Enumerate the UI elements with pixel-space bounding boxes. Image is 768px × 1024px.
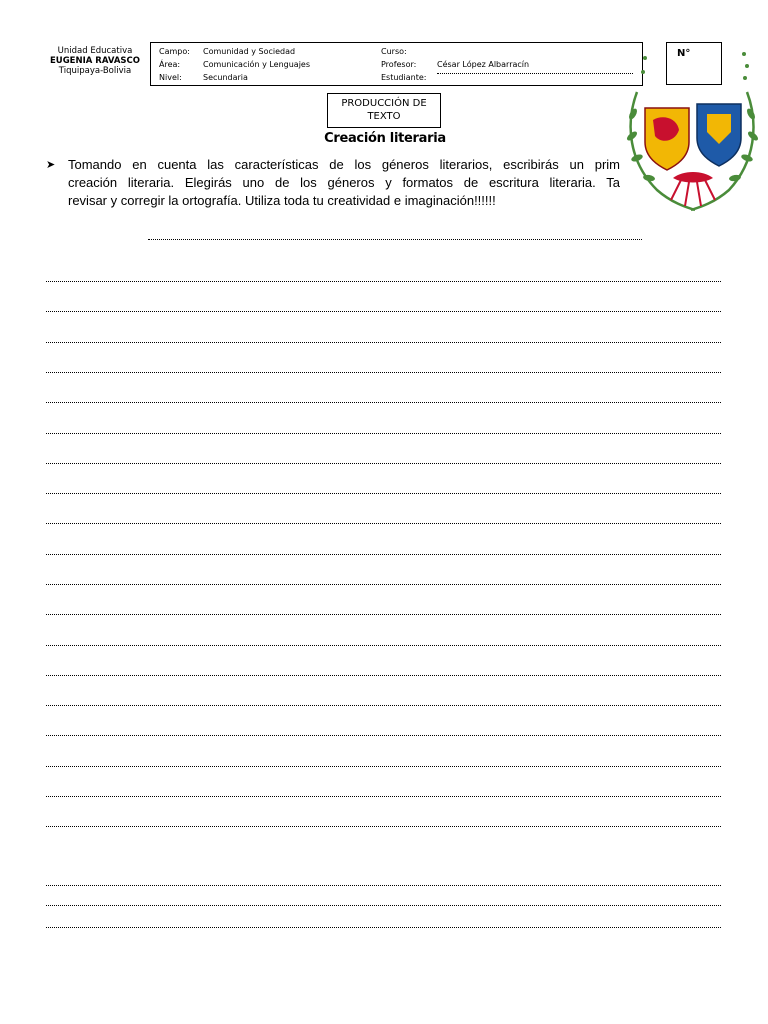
- writing-line[interactable]: [46, 645, 721, 646]
- writing-line[interactable]: [46, 675, 721, 676]
- info-row-area: [151, 60, 642, 72]
- campo-label: Campo:: [159, 47, 190, 56]
- writing-line[interactable]: [46, 885, 721, 886]
- writing-line[interactable]: [46, 554, 721, 555]
- writing-line[interactable]: [46, 463, 721, 464]
- writing-line[interactable]: [46, 523, 721, 524]
- writing-line[interactable]: [46, 614, 721, 615]
- writing-line[interactable]: [46, 705, 721, 706]
- area-label: Área:: [159, 60, 181, 69]
- writing-line[interactable]: [46, 735, 721, 736]
- writing-line[interactable]: [46, 826, 721, 827]
- writing-line[interactable]: [46, 433, 721, 434]
- profesor-value: César López Albarracín: [437, 60, 530, 69]
- info-box: [150, 42, 643, 86]
- nivel-label: Nivel:: [159, 73, 182, 82]
- writing-line[interactable]: [46, 342, 721, 343]
- instruction-paragraph: [46, 156, 620, 210]
- nivel-value: Secundaria: [203, 73, 248, 82]
- writing-line[interactable]: [46, 311, 721, 312]
- area-value: Comunicación y Lenguajes: [203, 60, 311, 69]
- number-label: N°: [677, 48, 691, 59]
- arrowhead-bullet-icon: ➤: [46, 159, 56, 171]
- writing-line[interactable]: [46, 927, 721, 928]
- ribbon-bow: [673, 172, 713, 183]
- title-box: [327, 93, 441, 128]
- profesor-label: Profesor:: [381, 60, 417, 69]
- estudiante-label: Estudiante:: [381, 73, 427, 82]
- instruction-line-3: revisar y corregir la ortografía. Utiliza toda tu creatividad e imaginación!!!!!!: [68, 193, 496, 208]
- title-write-line[interactable]: [148, 239, 642, 240]
- estudiante-field[interactable]: [437, 73, 633, 74]
- coat-of-arms-icon: [623, 44, 763, 219]
- writing-line[interactable]: [46, 281, 721, 282]
- title-line-1: PRODUCCIÓN DE: [341, 98, 427, 109]
- writing-line[interactable]: [46, 372, 721, 373]
- writing-line[interactable]: [46, 493, 721, 494]
- subtitle: Creación literaria: [324, 131, 446, 146]
- instruction-line-1: Tomando en cuenta las características de los géneros literarios, escribirás un prim: [68, 157, 620, 172]
- writing-line[interactable]: [46, 402, 721, 403]
- title-line-2: TEXTO: [367, 111, 401, 122]
- school-name: EUGENIA RAVASCO: [49, 56, 141, 66]
- right-edge-sprigs: [641, 52, 749, 80]
- writing-line[interactable]: [46, 905, 721, 906]
- writing-line[interactable]: [46, 796, 721, 797]
- school-header: [40, 46, 150, 76]
- instruction-line-2: creación literaria. Elegirás uno de los géneros y formatos de escritura literaria. Ta: [68, 175, 620, 190]
- school-location: Tiquipaya-Bolivia: [58, 66, 132, 76]
- school-type: Unidad Educativa: [57, 46, 133, 56]
- campo-value: Comunidad y Sociedad: [203, 47, 296, 56]
- curso-label: Curso:: [381, 47, 407, 56]
- info-row-campo: [151, 47, 642, 59]
- info-row-nivel: [151, 73, 642, 85]
- writing-line[interactable]: [46, 766, 721, 767]
- writing-line[interactable]: [46, 584, 721, 585]
